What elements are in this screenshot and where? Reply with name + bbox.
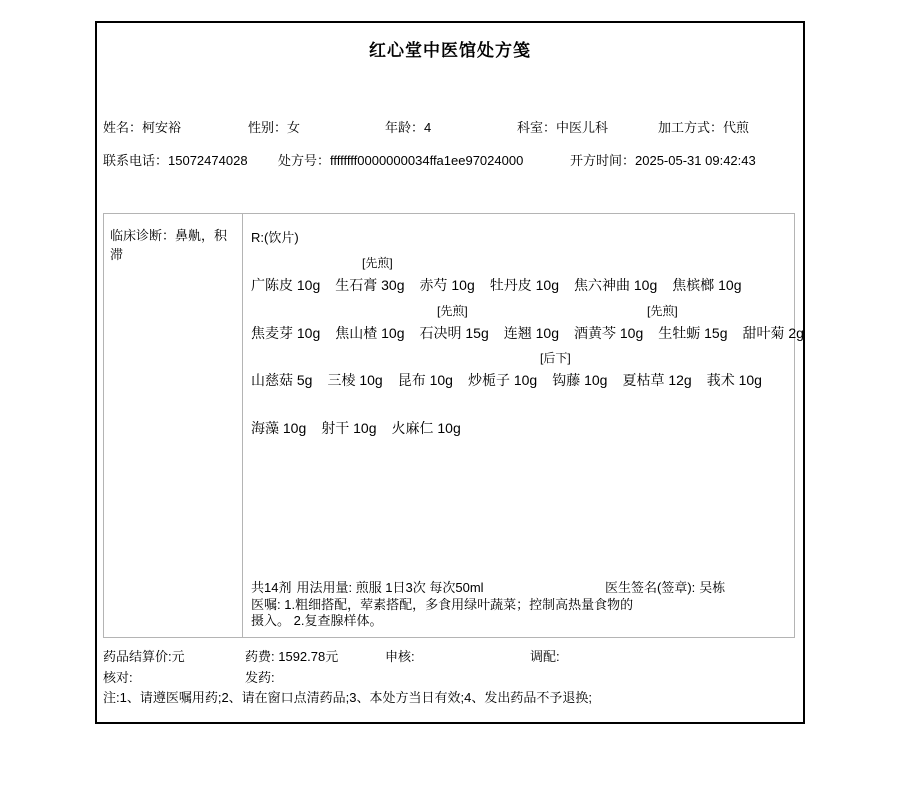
processing-method-label: 加工方式：	[658, 120, 724, 135]
herb-item: 广陈皮 10g	[251, 277, 321, 293]
doctor-signature-name: 吴栋	[699, 580, 726, 595]
prescription-sheet	[95, 21, 805, 724]
prescription-time-label: 开方时间：	[570, 153, 636, 168]
pre-decoct-marker: [先煎]	[437, 304, 468, 318]
prescription-number-value: ffffffff0000000034ffa1ee97024000	[330, 153, 524, 168]
medicine-fee-label: 药费:	[245, 649, 275, 664]
review-field	[385, 646, 415, 665]
doctor-signature	[605, 577, 729, 596]
diagnosis-label: 临床诊断：	[110, 228, 176, 243]
herb-item: 牡丹皮 10g	[489, 277, 559, 293]
herb-item: 钩藤 10g	[552, 372, 608, 388]
herb-item: 三棱 10g	[327, 372, 383, 388]
check-label: 核对:	[103, 670, 133, 685]
issue-field	[245, 667, 275, 686]
gender-label: 性别：	[248, 120, 288, 135]
settlement-price-field	[103, 646, 185, 665]
pre-decoct-marker: [先煎]	[647, 304, 678, 318]
prescription-time-field	[570, 150, 756, 169]
footer-note: 注:1、请遵医嘱用药;2、请在窗口点清药品;3、本处方当日有效;4、发出药品不予退换;	[103, 690, 592, 705]
patient-name-field	[103, 117, 181, 136]
doctor-signature-label: 医生签名(签章):	[605, 580, 696, 595]
herb-item: 生牡蛎 15g	[658, 325, 728, 341]
herb-item: 甜叶菊 2g	[742, 325, 804, 341]
herb-row-2	[251, 323, 819, 343]
herb-item: 海藻 10g	[251, 420, 307, 436]
clinical-diagnosis-cell	[104, 214, 243, 637]
department-field	[517, 117, 608, 136]
medical-advice: 医嘱: 1.粗细搭配，荤素搭配，多食用绿叶蔬菜；控制高热量食物的摄入。 2.复查腺样体。	[251, 597, 634, 628]
diagnosis-value: 鼻鼽，积滞	[110, 228, 228, 262]
herb-item: 昆布 10g	[397, 372, 453, 388]
prescription-header: R:(饮片)	[251, 230, 299, 245]
page-title: 红心堂中医馆处方笺	[369, 41, 531, 60]
herb-item: 山慈菇 5g	[251, 372, 313, 388]
department-value: 中医儿科	[556, 120, 609, 135]
phone-value: 15072474028	[168, 153, 248, 168]
age-label: 年龄：	[385, 120, 425, 135]
gender-field	[248, 117, 300, 136]
prescription-time-value: 2025-05-31 09:42:43	[635, 153, 756, 168]
post-add-marker: [后下]	[540, 351, 571, 365]
total-doses: 共14剂	[251, 580, 292, 595]
review-label: 申核:	[385, 649, 415, 664]
herb-item: 赤芍 10g	[419, 277, 475, 293]
settlement-price-value: 元	[171, 649, 185, 664]
check-field	[103, 667, 133, 686]
prescription-number-label: 处方号：	[278, 153, 331, 168]
age-value: 4	[424, 120, 432, 135]
prescription-box	[103, 213, 804, 638]
usage-line	[251, 577, 489, 596]
issue-label: 发药:	[245, 670, 275, 685]
gender-value: 女	[287, 120, 301, 135]
herb-item: 焦槟榔 10g	[672, 277, 742, 293]
patient-name-label: 姓名：	[103, 120, 143, 135]
medicine-fee-field	[245, 646, 338, 665]
herb-item: 连翘 10g	[503, 325, 559, 341]
age-field	[385, 117, 431, 136]
herb-item: 酒黄芩 10g	[574, 325, 644, 341]
phone-field	[103, 150, 248, 169]
processing-method-value: 代煎	[723, 120, 750, 135]
dispense-prepare-label: 调配:	[530, 649, 560, 664]
patient-name-value: 柯安裕	[142, 120, 182, 135]
processing-method-field	[658, 117, 749, 136]
herb-row-1	[251, 275, 757, 295]
herb-row-4	[251, 418, 476, 438]
herb-item: 火麻仁 10g	[391, 420, 461, 436]
herb-item: 焦麦芽 10g	[251, 325, 321, 341]
pre-decoct-marker: [先煎]	[362, 256, 393, 270]
herb-item: 石决明 15g	[419, 325, 489, 341]
herb-item: 焦山楂 10g	[335, 325, 405, 341]
herb-row-3	[251, 370, 777, 390]
herb-item: 射干 10g	[321, 420, 377, 436]
herb-item: 生石膏 30g	[335, 277, 405, 293]
herb-item: 炒栀子 10g	[467, 372, 538, 388]
phone-label: 联系电话：	[103, 153, 169, 168]
settlement-price-label: 药品结算价:	[103, 649, 172, 664]
herb-item: 焦六神曲 10g	[574, 277, 658, 293]
dispense-prepare-field	[530, 646, 560, 665]
prescription-number-field	[278, 150, 523, 169]
herb-item: 夏枯草 12g	[622, 372, 692, 388]
medicine-fee-value: 1592.78元	[274, 649, 339, 664]
department-label: 科室：	[517, 120, 557, 135]
herb-item: 莪术 10g	[706, 372, 762, 388]
usage-instructions: 用法用量: 煎服 1日3次 每次50ml	[296, 580, 484, 595]
